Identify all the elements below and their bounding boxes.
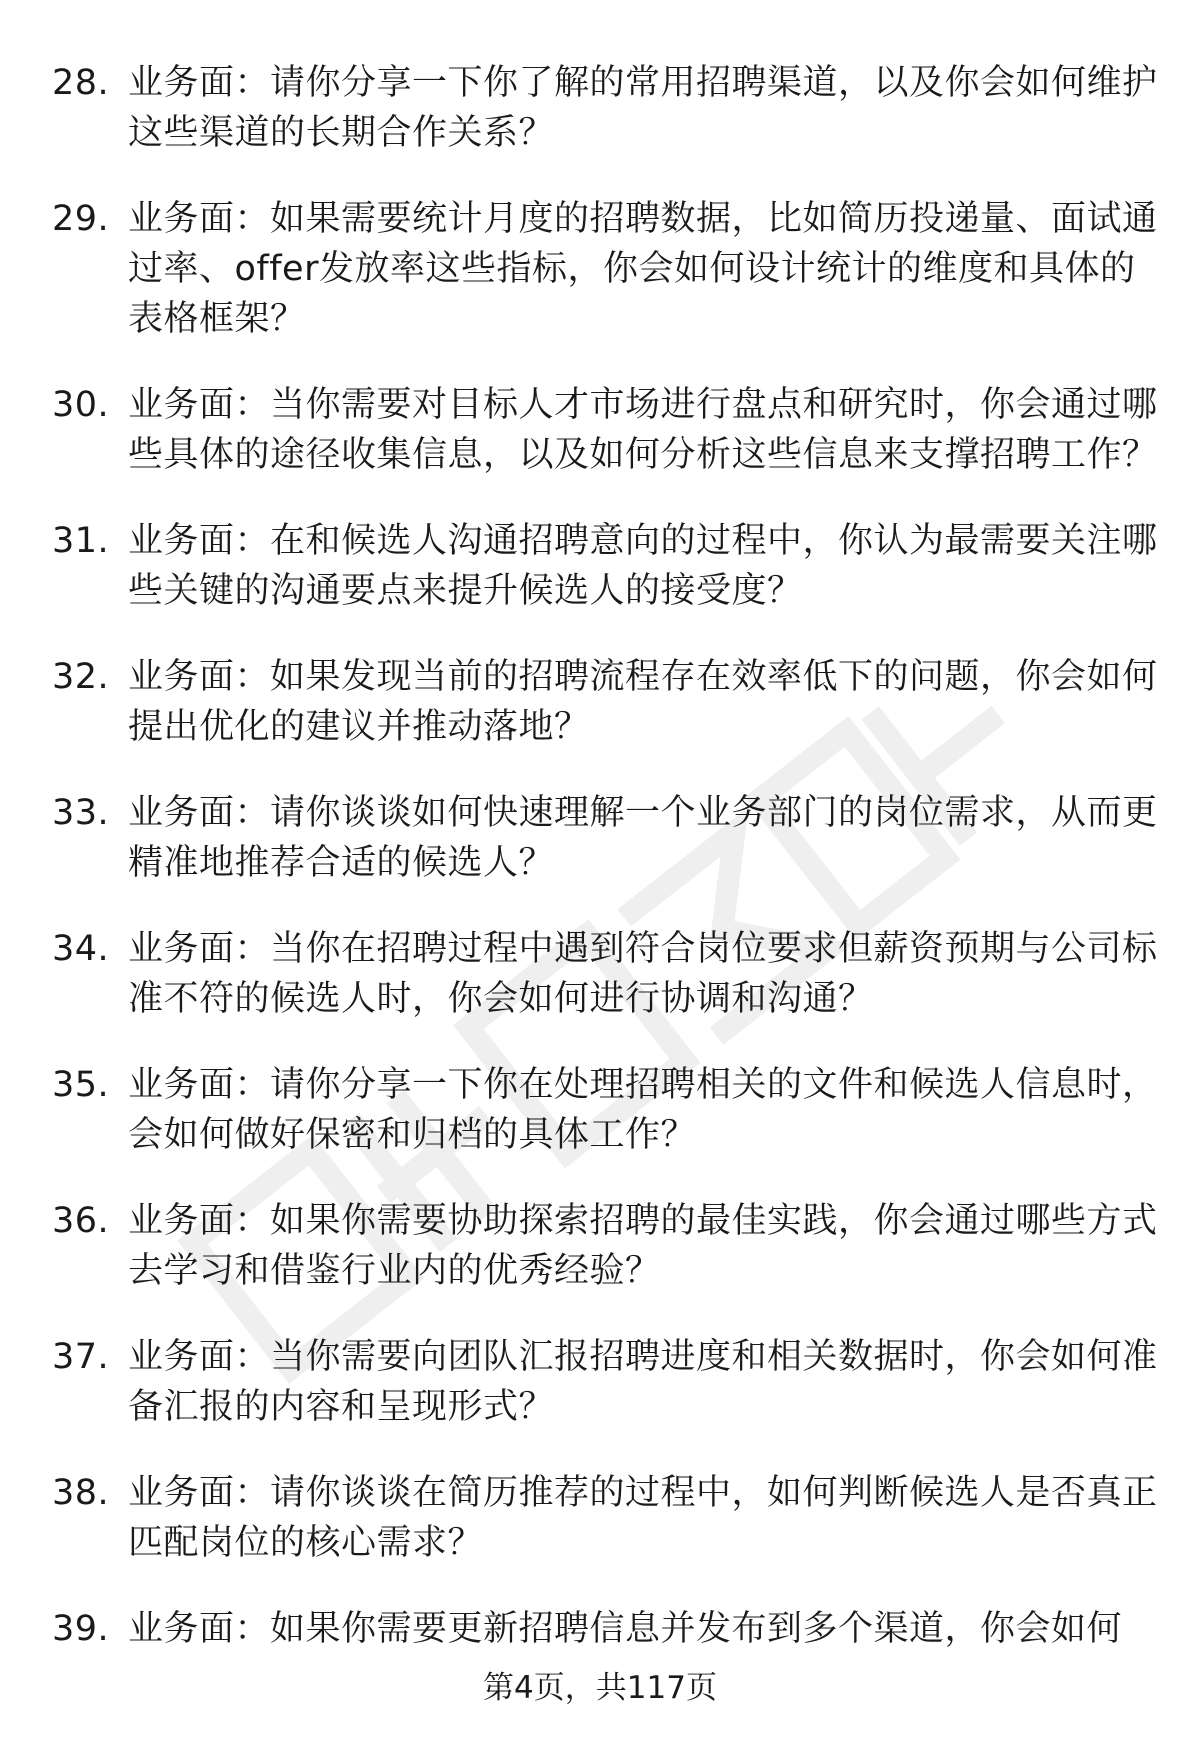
question-number: 28. xyxy=(52,63,110,103)
question-number: 38. xyxy=(52,1473,110,1513)
question-item xyxy=(52,1468,1162,1568)
question-list xyxy=(52,58,1162,1690)
question-item xyxy=(52,1332,1162,1432)
question-text: 业务面：当你在招聘过程中遇到符合岗位要求但薪资预期与公司标准不符的候选人时，你会如何进行协调和沟通？ xyxy=(128,929,1158,1019)
question-text: 业务面：如果你需要更新招聘信息并发布到多个渠道，你会如何 xyxy=(128,1609,1123,1649)
question-text: 业务面：如果发现当前的招聘流程存在效率低下的问题，你会如何提出优化的建议并推动落地？ xyxy=(128,657,1158,747)
question-item xyxy=(52,1060,1162,1160)
question-number: 34. xyxy=(52,929,110,969)
question-text: 业务面：当你需要向团队汇报招聘进度和相关数据时，你会如何准备汇报的内容和呈现形式？ xyxy=(128,1337,1158,1427)
question-text: 业务面：请你分享一下你在处理招聘相关的文件和候选人信息时，会如何做好保密和归档的具体工作？ xyxy=(128,1065,1158,1155)
page-footer: 第4页，共117页 xyxy=(483,1670,717,1706)
question-text: 业务面：如果你需要协助探索招聘的最佳实践，你会通过哪些方式去学习和借鉴行业内的优秀经验？ xyxy=(128,1201,1158,1291)
question-text: 业务面：请你谈谈如何快速理解一个业务部门的岗位需求，从而更精准地推荐合适的候选人？ xyxy=(128,793,1158,883)
question-number: 32. xyxy=(52,657,110,697)
question-item xyxy=(52,1196,1162,1296)
question-number: 30. xyxy=(52,385,110,425)
question-item xyxy=(52,924,1162,1024)
question-number: 33. xyxy=(52,793,110,833)
question-item xyxy=(52,788,1162,888)
question-text: 业务面：请你谈谈在简历推荐的过程中，如何判断候选人是否真正匹配岗位的核心需求？ xyxy=(128,1473,1158,1563)
question-item xyxy=(52,1604,1162,1654)
question-text: 业务面：在和候选人沟通招聘意向的过程中，你认为最需要关注哪些关键的沟通要点来提升候选人的接受度？ xyxy=(128,521,1158,611)
question-text: 业务面：如果需要统计月度的招聘数据，比如简历投递量、面试通过率、offer发放率这些指标，你会如何设计统计的维度和具体的表格框架？ xyxy=(128,199,1158,339)
question-item xyxy=(52,516,1162,616)
question-number: 31. xyxy=(52,521,110,561)
question-item xyxy=(52,380,1162,480)
question-item xyxy=(52,194,1162,344)
question-text: 业务面：当你需要对目标人才市场进行盘点和研究时，你会通过哪些具体的途径收集信息，以及如何分析这些信息来支撑招聘工作？ xyxy=(128,385,1158,475)
question-number: 29. xyxy=(52,199,110,239)
question-number: 37. xyxy=(52,1337,110,1377)
question-number: 36. xyxy=(52,1201,110,1241)
question-number: 35. xyxy=(52,1065,110,1105)
question-item xyxy=(52,58,1162,158)
question-text: 业务面：请你分享一下你了解的常用招聘渠道，以及你会如何维护这些渠道的长期合作关系？ xyxy=(128,63,1158,153)
question-item xyxy=(52,652,1162,752)
question-number: 39. xyxy=(52,1609,110,1649)
